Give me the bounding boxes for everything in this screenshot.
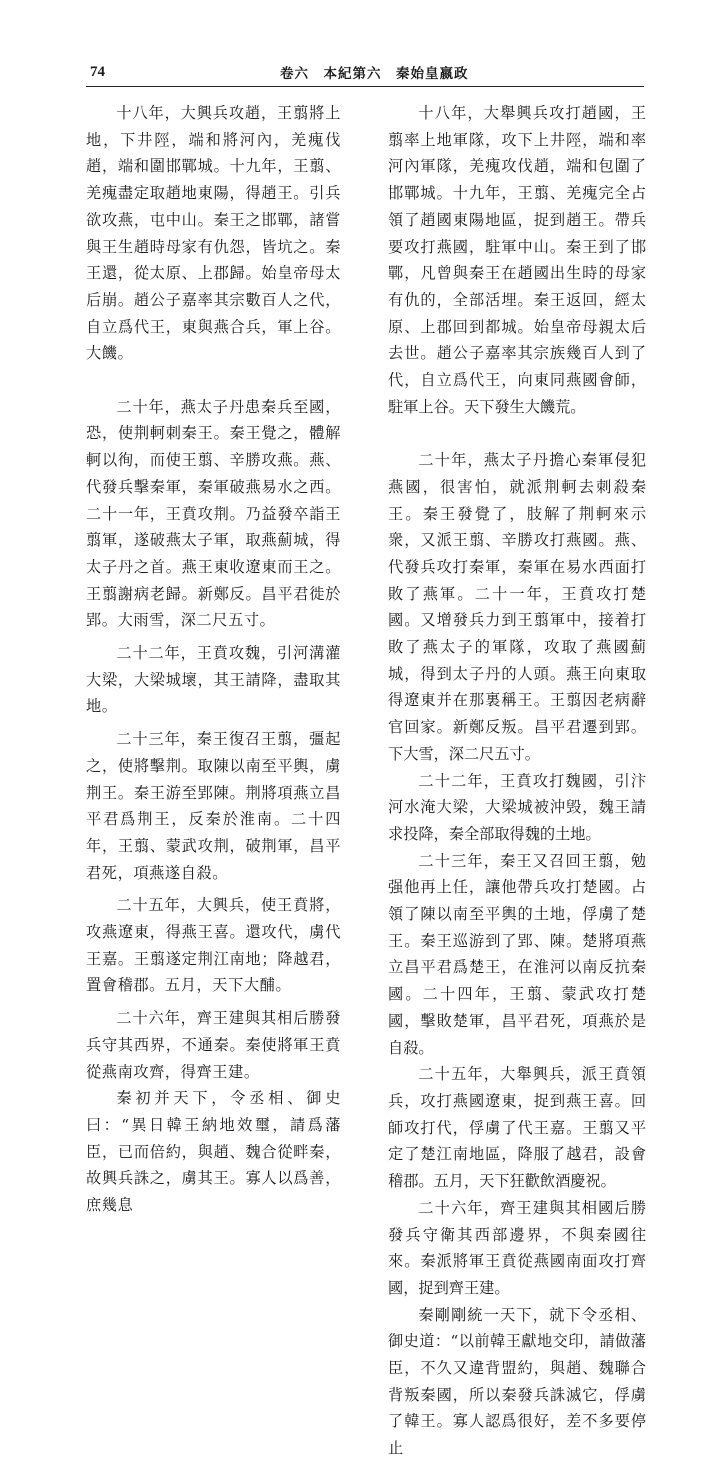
running-header — [86, 58, 644, 87]
original-text-column — [86, 100, 341, 1215]
translation-paragraph-7: 秦剛剛統一天下，就下令丞相、御史道：“以前韓王獻地交印，請做藩臣，不久又違背盟約，與趙、魏聯合背叛秦國，所以秦發兵誅滅它，俘虜了韓王。寡人認爲很好，差不多要停止 — [388, 1305, 646, 1458]
original-paragraph-7: 秦初并天下，令丞相、御史曰：“異日韓王納地效璽，請爲藩臣，已而倍約，與趙、魏合從畔秦，故興兵誅之，虜其王。寡人以爲善，庶幾息 — [86, 1089, 341, 1215]
translation-paragraph-6: 二十六年，齊王建與其相國后勝發兵守衛其西部邊界，不與秦國往來。秦派將軍王賁從燕國南面攻打齊國，捉到齊王建。 — [388, 1198, 646, 1297]
translation-paragraph-1: 十八年，大舉興兵攻打趙國，王翦率上地軍隊，攻下上井陘，端和率河內軍隊，羌瘣攻伐趙，端和包圍了邯鄲城。十九年，王翦、羌瘣完全占領了趙國東陽地區，捉到趙王。帶兵要攻打燕國，駐軍中山。秦王到了邯鄲，凡曾與秦王在趙國出生時的母家有仇的，全部活埋。秦王返回，經太原、上郡回到都城。始皇帝母親太后去世。趙公子嘉率其宗族幾百人到了代，自立爲代王，向東同燕國會師，駐軍上谷。天下發生大饑荒。 — [388, 104, 646, 416]
running-title: 卷六 本紀第六 秦始皇嬴政 — [280, 66, 469, 82]
original-paragraph-2: 二十年，燕太子丹患秦兵至國，恐，使荆軻刺秦王。秦王覺之，體解軻以徇，而使王翦、辛勝攻燕。燕、代發兵擊秦軍，秦軍破燕易水之西。二十一年，王賁攻荆。乃益發卒詣王翦軍，遂破燕太子軍，取燕薊城，得太子丹之首。燕王東收遼東而王之。王翦謝病老歸。新鄭反。昌平君徙於郢。大雨雪，深二尺五寸。 — [86, 397, 341, 630]
translation-column — [388, 100, 646, 1458]
original-paragraph-1: 十八年，大興兵攻趙，王翦將上地，下井陘，端和將河內，羌瘣伐趙，端和圍邯鄲城。十九年，王翦、羌瘣盡定取趙地東陽，得趙王。引兵欲攻燕，屯中山。秦王之邯鄲，諸嘗與王生趙時母家有仇怨，皆坑之。秦王還，從太原、上郡歸。始皇帝母太后崩。趙公子嘉率其宗數百人之代，自立爲代王，東與燕合兵，軍上谷。大饑。 — [86, 104, 341, 363]
page-number: 74 — [90, 64, 105, 80]
original-paragraph-4: 二十三年，秦王復召王翦，彊起之，使將擊荆。取陳以南至平輿，虜荆王。秦王游至郢陳。荆將項燕立昌平君爲荆王，反秦於淮南。二十四年，王翦、蒙武攻荆，破荆軍，昌平君死，項燕遂自殺。 — [86, 730, 341, 882]
translation-paragraph-3: 二十二年，王賁攻打魏國，引汴河水淹大梁，大梁城被沖毁，魏王請求投降，秦全部取得魏的土地。 — [388, 771, 646, 843]
original-paragraph-5: 二十五年，大興兵，使王賁將，攻燕遼東，得燕王喜。還攻代，虜代王嘉。王翦遂定荆江南地；降越君，置會稽郡。五月，天下大酺。 — [86, 896, 341, 995]
translation-paragraph-5: 二十五年，大舉興兵，派王賁領兵，攻打燕國遼東，捉到燕王喜。回師攻打代，俘虜了代王嘉。王翦又平定了楚江南地區，降服了越君，設會稽郡。五月，天下狂歡飲酒慶祝。 — [388, 1065, 646, 1191]
original-paragraph-3: 二十二年，王賁攻魏，引河溝灌大梁，大梁城壞，其王請降，盡取其地。 — [86, 644, 341, 716]
original-paragraph-6: 二十六年，齊王建與其相后勝發兵守其西界，不通秦。秦使將軍王賁從燕南攻齊，得齊王建。 — [86, 1009, 341, 1081]
translation-paragraph-2: 二十年，燕太子丹擔心秦軍侵犯燕國，很害怕，就派荆軻去刺殺秦王。秦王發覺了，肢解了荆軻來示衆，又派王翦、辛勝攻打燕國。燕、代發兵攻打秦軍，秦軍在易水西面打敗了燕軍。二十一年，王賁攻打楚國。又增發兵力到王翦軍中，接着打敗了燕太子的軍隊，攻取了燕國薊城，得到太子丹的人頭。燕王向東取得遼東并在那裏稱王。王翦因老病辭官回家。新鄭反叛。昌平君遷到郢。下大雪，深二尺五寸。 — [388, 451, 646, 763]
translation-paragraph-4: 二十三年，秦王又召回王翦，勉强他再上任，讓他帶兵攻打楚國。占領了陳以南至平輿的土地，俘虜了楚王。秦王巡游到了郢、陳。楚將項燕立昌平君爲楚王，在淮河以南反抗秦國。二十四年，王翦、蒙武攻打楚國，擊敗楚軍，昌平君死，項燕於是自殺。 — [388, 851, 646, 1057]
